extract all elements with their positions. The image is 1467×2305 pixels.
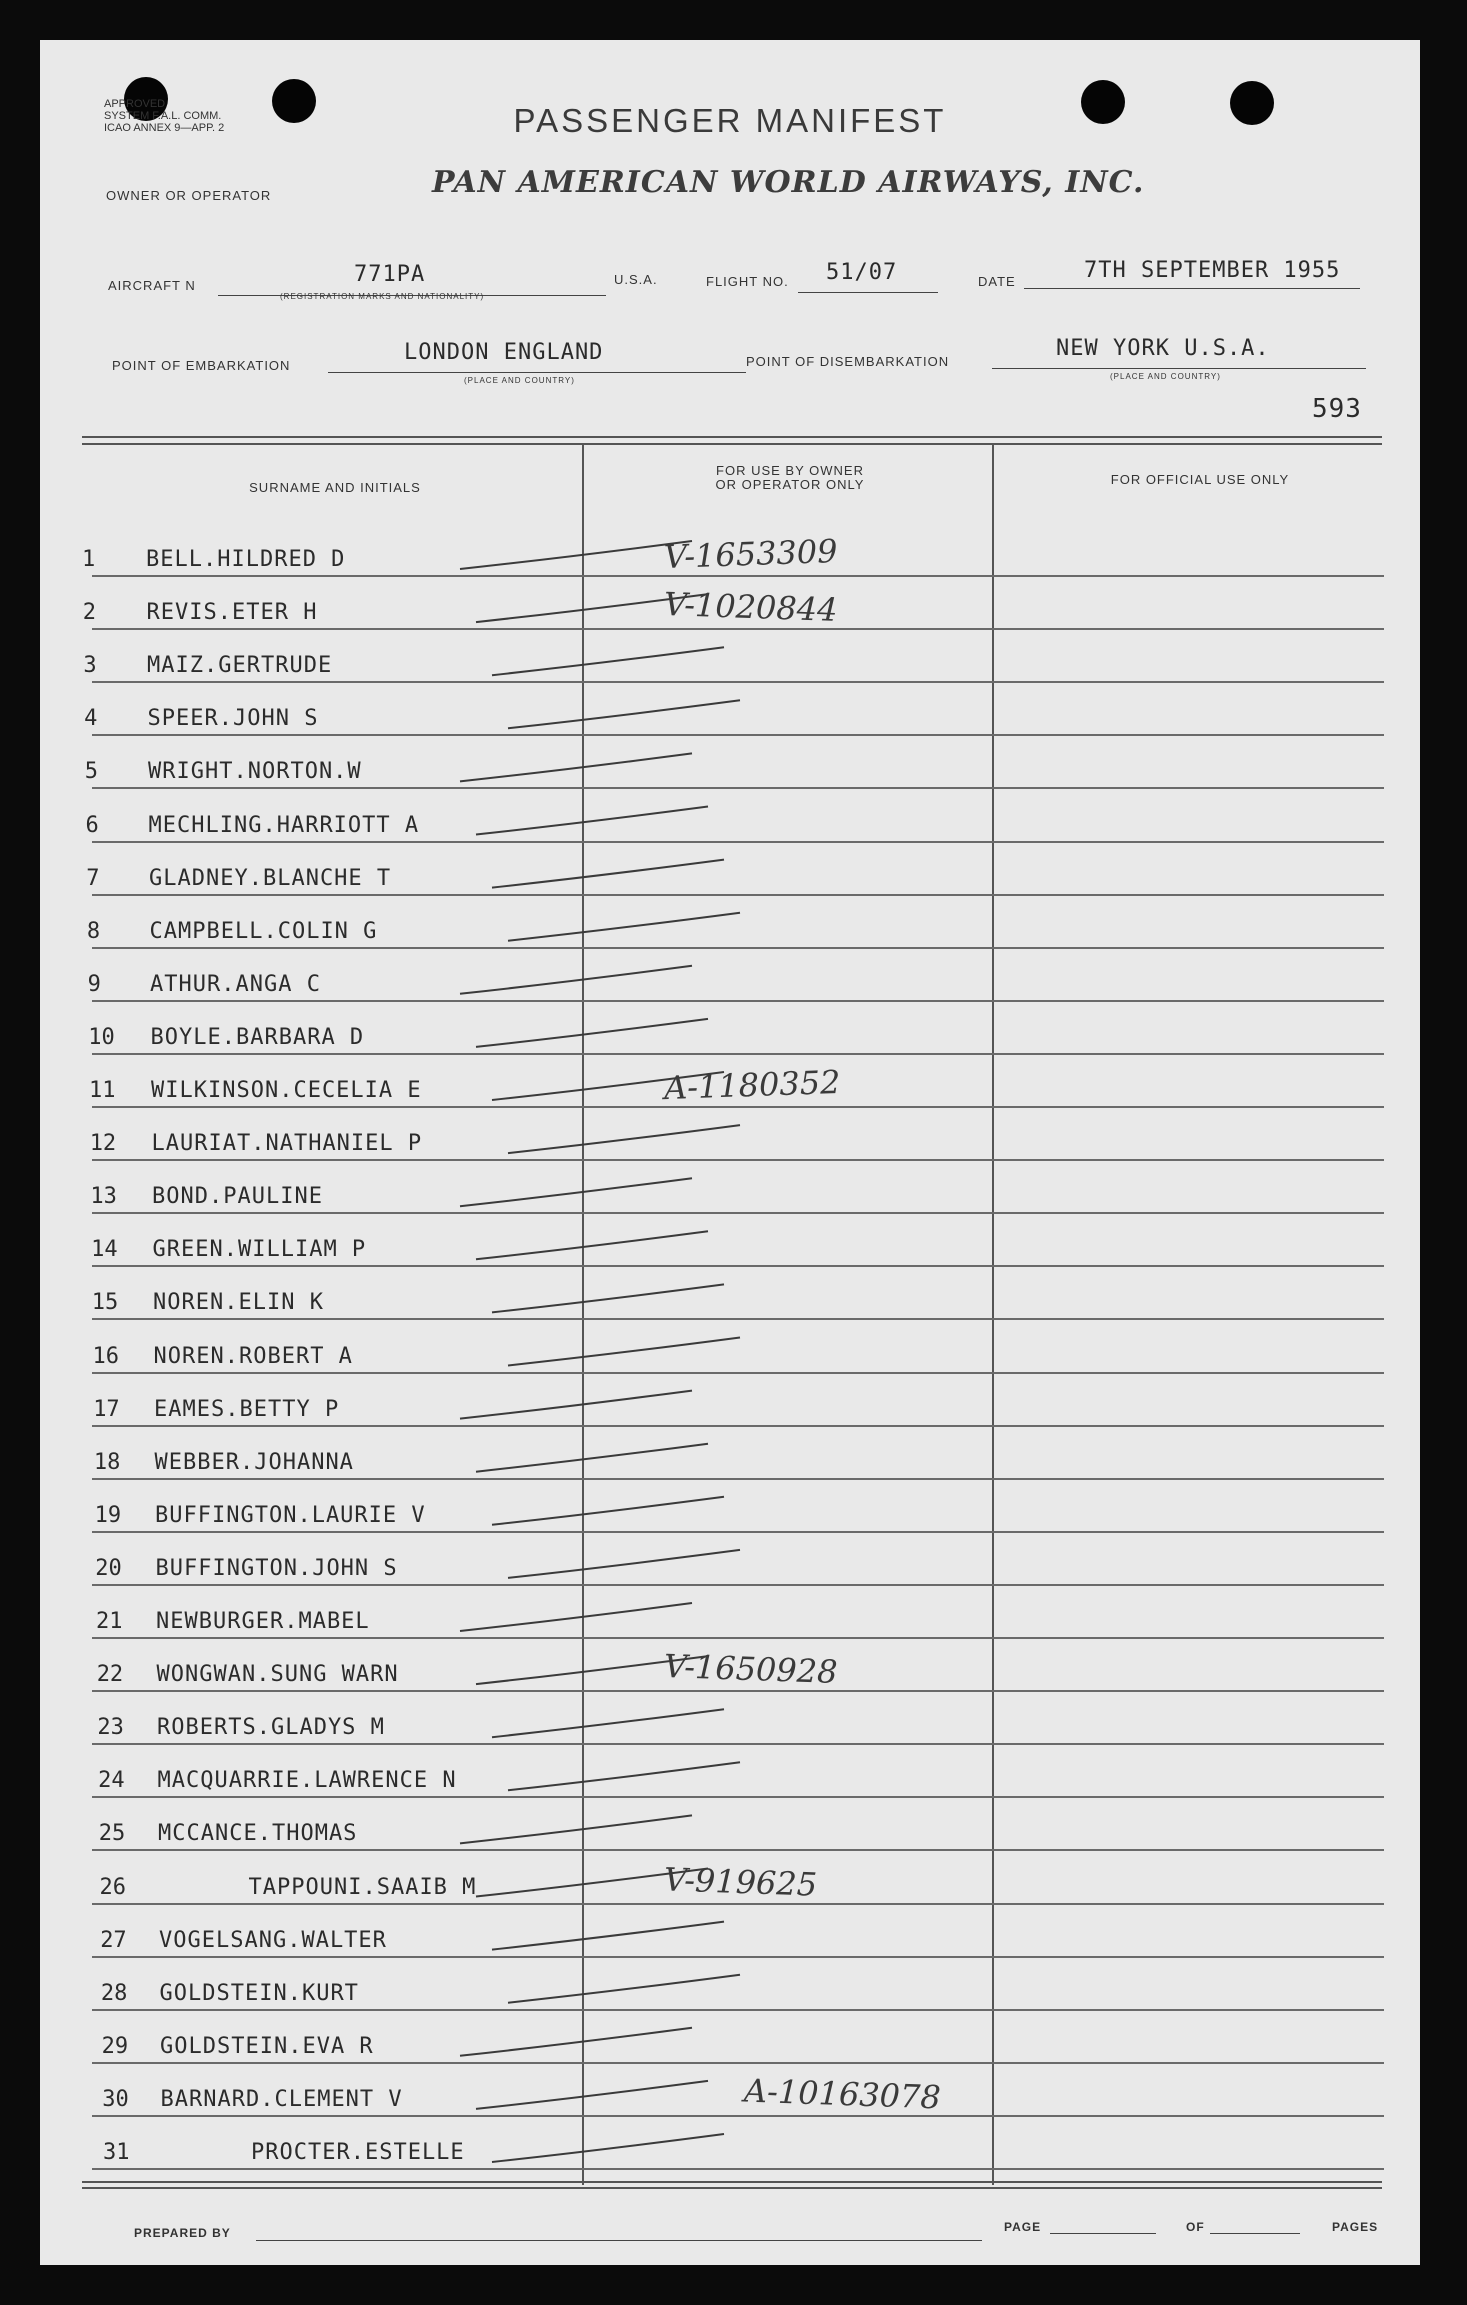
row-number: 28	[100, 1980, 128, 2006]
row-number: 12	[89, 1131, 117, 1157]
approval-line: SYSTEM F.A.L. COMM.	[104, 110, 222, 122]
flight-value: 51/07	[826, 260, 898, 285]
check-stroke	[508, 700, 740, 728]
column-header-official: FOR OFFICIAL USE ONLY	[1110, 472, 1290, 487]
row-number: 3	[83, 653, 97, 679]
row-number: 22	[96, 1662, 124, 1688]
row-number: 31	[103, 2140, 130, 2165]
passenger-name: TAPPOUNI.SAAIB M	[248, 1874, 477, 1900]
check-stroke	[492, 1072, 724, 1100]
row-number: 2	[82, 600, 96, 626]
row-number: 10	[88, 1024, 115, 1050]
approval-line: ICAO ANNEX 9—APP. 2	[104, 122, 225, 134]
disembark-label: POINT OF DISEMBARKATION	[746, 354, 950, 369]
embark-label: POINT OF EMBARKATION	[112, 358, 291, 373]
passenger-name: NEWBURGER.MABEL	[156, 1609, 370, 1634]
usa-label: U.S.A.	[614, 272, 658, 287]
operator-note: A-1180352	[663, 1062, 842, 1108]
passenger-name: BUFFINGTON.JOHN S	[155, 1555, 398, 1581]
passenger-name: MECHLING.HARRIOTT A	[148, 812, 420, 838]
row-number: 18	[93, 1449, 121, 1475]
check-stroke	[460, 1815, 692, 1843]
owner-label: OWNER OR OPERATOR	[106, 188, 272, 203]
passenger-name: BOND.PAULINE	[152, 1184, 323, 1210]
check-stroke	[492, 647, 724, 675]
check-stroke	[476, 1444, 708, 1472]
pages-label: PAGES	[1332, 2220, 1379, 2234]
flight-label: FLIGHT NO.	[706, 274, 789, 289]
column-header-names: SURNAME AND INITIALS	[249, 480, 421, 495]
row-number: 25	[98, 1821, 126, 1847]
passenger-name: NOREN.ELIN K	[153, 1290, 324, 1316]
passenger-name: REVIS.ETER H	[146, 600, 318, 626]
check-stroke	[476, 1019, 708, 1047]
column-header-owner-line: FOR USE BY OWNER	[716, 463, 864, 478]
passenger-name: MACQUARRIE.LAWRENCE N	[157, 1768, 457, 1794]
check-stroke	[492, 1922, 724, 1950]
row-number: 27	[100, 1927, 127, 1953]
row-number: 26	[99, 1874, 126, 1900]
column-header-owner-line: OR OPERATOR ONLY	[715, 477, 865, 492]
row-number: 23	[97, 1715, 124, 1741]
row-number: 15	[91, 1290, 119, 1316]
check-stroke	[476, 594, 708, 622]
check-stroke	[476, 2081, 708, 2109]
row-number: 1	[82, 547, 96, 572]
check-stroke	[460, 1603, 692, 1631]
check-stroke	[492, 1497, 724, 1525]
row-number: 8	[86, 918, 101, 944]
passenger-name: EAMES.BETTY P	[154, 1396, 340, 1422]
check-stroke	[460, 966, 692, 994]
row-number: 24	[98, 1768, 125, 1794]
prepared-label: PREPARED BY	[134, 2226, 231, 2240]
row-number: 14	[91, 1237, 118, 1263]
passenger-name: GOLDSTEIN.EVA R	[160, 2033, 374, 2059]
row-number: 30	[102, 2086, 129, 2112]
operator-note: V-1020844	[663, 585, 839, 630]
passenger-name: ROBERTS.GLADYS M	[157, 1715, 385, 1741]
passenger-name: BUFFINGTON.LAURIE V	[155, 1502, 426, 1528]
page-label: PAGE	[1004, 2220, 1042, 2234]
row-number: 19	[94, 1502, 122, 1528]
embark-value: LONDON ENGLAND	[404, 340, 604, 365]
passenger-name: MCCANCE.THOMAS	[158, 1821, 358, 1847]
aircraft-value: 771PA	[354, 262, 426, 287]
passenger-name: WILKINSON.CECELIA E	[151, 1078, 422, 1103]
aircraft-sublabel: (REGISTRATION MARKS AND NATIONALITY)	[280, 292, 485, 301]
passenger-name: GOLDSTEIN.KURT	[159, 1980, 359, 2006]
passenger-name: CAMPBELL.COLIN G	[149, 918, 378, 944]
row-number: 4	[84, 706, 98, 732]
passenger-name: GREEN.WILLIAM P	[152, 1237, 367, 1263]
of-label: OF	[1186, 2220, 1205, 2234]
date-label: DATE	[978, 274, 1016, 289]
check-marks	[40, 40, 1420, 2265]
passenger-name: BELL.HILDRED D	[146, 547, 346, 572]
passenger-name: LAURIAT.NATHANIEL P	[151, 1131, 423, 1157]
row-number: 21	[96, 1609, 123, 1634]
check-stroke	[460, 753, 692, 781]
check-stroke	[508, 1550, 740, 1578]
approval-line: APPROVED	[104, 98, 166, 110]
passenger-name: GLADNEY.BLANCHE T	[149, 865, 392, 891]
row-number: 11	[89, 1078, 116, 1103]
row-number: 5	[84, 759, 99, 785]
page-title: PASSENGER MANIFEST	[513, 102, 947, 139]
check-stroke	[460, 1178, 692, 1206]
check-stroke	[508, 913, 740, 941]
passenger-name: WEBBER.JOHANNA	[154, 1449, 354, 1475]
check-stroke	[492, 860, 724, 888]
passenger-name: MAIZ.GERTRUDE	[147, 653, 333, 679]
date-value: 7TH SEPTEMBER 1955	[1084, 258, 1341, 283]
passenger-name: NOREN.ROBERT A	[153, 1343, 353, 1369]
check-stroke	[476, 1656, 708, 1684]
passenger-name: VOGELSANG.WALTER	[159, 1927, 387, 1953]
row-number: 16	[92, 1343, 119, 1369]
manifest-sheet	[40, 40, 1420, 2265]
page-number: 593	[1312, 394, 1362, 424]
row-number: 7	[86, 865, 100, 891]
row-number: 20	[95, 1555, 122, 1581]
passenger-name: WRIGHT.NORTON.W	[148, 759, 362, 785]
check-stroke	[508, 1338, 740, 1366]
check-stroke	[476, 1231, 708, 1259]
row-number: 9	[87, 971, 101, 997]
owner-value: PAN AMERICAN WORLD AIRWAYS, INC.	[432, 165, 1145, 200]
operator-note: V-1653309	[663, 531, 839, 577]
passenger-name: PROCTER.ESTELLE	[251, 2140, 465, 2165]
check-stroke	[492, 2134, 724, 2162]
check-stroke	[508, 1762, 740, 1790]
passenger-name: BOYLE.BARBARA D	[150, 1024, 365, 1050]
operator-note: V-1650928	[663, 1647, 839, 1692]
check-stroke	[460, 541, 692, 569]
check-stroke	[476, 807, 708, 835]
disembark-sublabel: (PLACE AND COUNTRY)	[1110, 372, 1221, 381]
passenger-name: WONGWAN.SUNG WARN	[156, 1662, 399, 1688]
operator-note: A-10163078	[743, 2071, 942, 2117]
operator-note: V-919625	[663, 1859, 818, 1904]
passenger-name: SPEER.JOHN S	[147, 706, 319, 732]
disembark-value: NEW YORK U.S.A.	[1056, 336, 1270, 361]
passenger-name: ATHUR.ANGA C	[150, 971, 321, 997]
embark-sublabel: (PLACE AND COUNTRY)	[464, 376, 575, 385]
passenger-name: BARNARD.CLEMENT V	[160, 2086, 403, 2112]
check-stroke	[508, 1125, 740, 1153]
row-number: 6	[85, 812, 99, 838]
check-stroke	[492, 1709, 724, 1737]
row-number: 29	[101, 2033, 129, 2059]
check-stroke	[508, 1975, 740, 2003]
aircraft-label: AIRCRAFT N	[108, 278, 196, 293]
check-stroke	[460, 1391, 692, 1419]
check-stroke	[460, 2028, 692, 2056]
row-number: 17	[93, 1396, 120, 1422]
check-stroke	[492, 1284, 724, 1312]
row-number: 13	[90, 1184, 117, 1210]
check-stroke	[476, 1869, 708, 1897]
